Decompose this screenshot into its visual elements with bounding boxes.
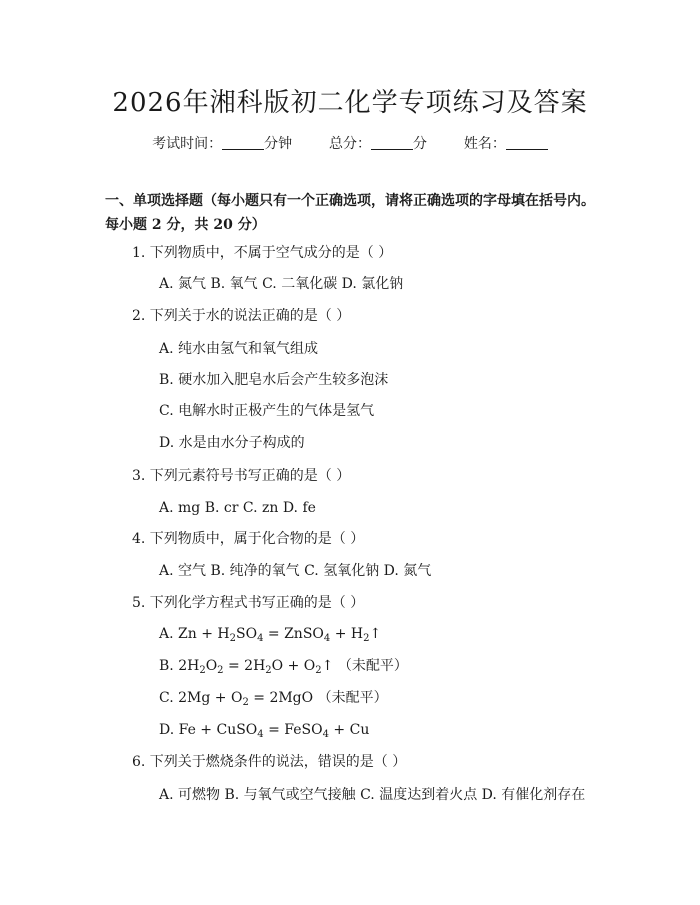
- question-5-option-d: D. Fe + CuSO$_4$ = FeSO$_4$ + Cu: [159, 722, 370, 740]
- exam-meta: [0, 133, 700, 153]
- name-blank[interactable]: [506, 135, 548, 150]
- question-5-option-c: C. $2Mg + O_2 = 2MgO$ （未配平）: [159, 690, 388, 708]
- question-2-option-b: B. 硬水加入肥皂水后会产生较多泡沫: [159, 372, 389, 388]
- question-4-stem: 4. 下列物质中，属于化合物的是（ ）: [132, 531, 365, 547]
- question-1-options: A. 氮气 B. 氧气 C. 二氧化碳 D. 氯化钠: [159, 276, 404, 292]
- time-unit: 分钟: [264, 136, 293, 152]
- score-label: 总分：: [329, 136, 371, 152]
- question-3-options: A. mg B. cr C. zn D. fe: [159, 500, 316, 516]
- question-2-option-d: D. 水是由水分子构成的: [159, 435, 305, 451]
- question-2-stem: 2. 下列关于水的说法正确的是（ ）: [132, 308, 351, 324]
- time-label: 考试时间：: [152, 136, 223, 152]
- section-heading-line1: 一、单项选择题（每小题只有一个正确选项，请将正确选项的字母填在括号内。: [105, 193, 595, 209]
- question-3-stem: 3. 下列元素符号书写正确的是（ ）: [132, 468, 351, 484]
- question-1-stem: 1. 下列物质中，不属于空气成分的是（ ）: [132, 245, 393, 261]
- question-5-option-b: B. $2H_2O_2 = 2H_2O$ + $O_2↑$ （未配平）: [159, 658, 408, 676]
- question-4-options: A. 空气 B. 纯净的氧气 C. 氢氧化钠 D. 氮气: [159, 563, 432, 579]
- time-blank[interactable]: [222, 135, 264, 150]
- section-heading-line2: 每小题 2 分，共 20 分）: [105, 217, 266, 233]
- question-6-stem: 6. 下列关于燃烧条件的说法，错误的是（ ）: [132, 754, 407, 770]
- score-blank[interactable]: [371, 135, 413, 150]
- question-6-options: A. 可燃物 B. 与氧气或空气接触 C. 温度达到着火点 D. 有催化剂存在: [159, 787, 586, 803]
- section-heading: [105, 189, 625, 237]
- question-5-option-a: A. $Zn + H_2SO_4$ = ZnSO$_4$ + $H_2↑$: [159, 626, 382, 644]
- page-title: 2026年湘科版初二化学专项练习及答案: [112, 88, 588, 118]
- score-unit: 分: [413, 136, 427, 152]
- question-2-option-a: A. 纯水由氢气和氧气组成: [159, 341, 319, 357]
- question-5-stem: 5. 下列化学方程式书写正确的是（ ）: [132, 595, 365, 611]
- name-label: 姓名：: [463, 136, 506, 152]
- question-2-option-c: C. 电解水时正极产生的气体是氢气: [159, 403, 375, 419]
